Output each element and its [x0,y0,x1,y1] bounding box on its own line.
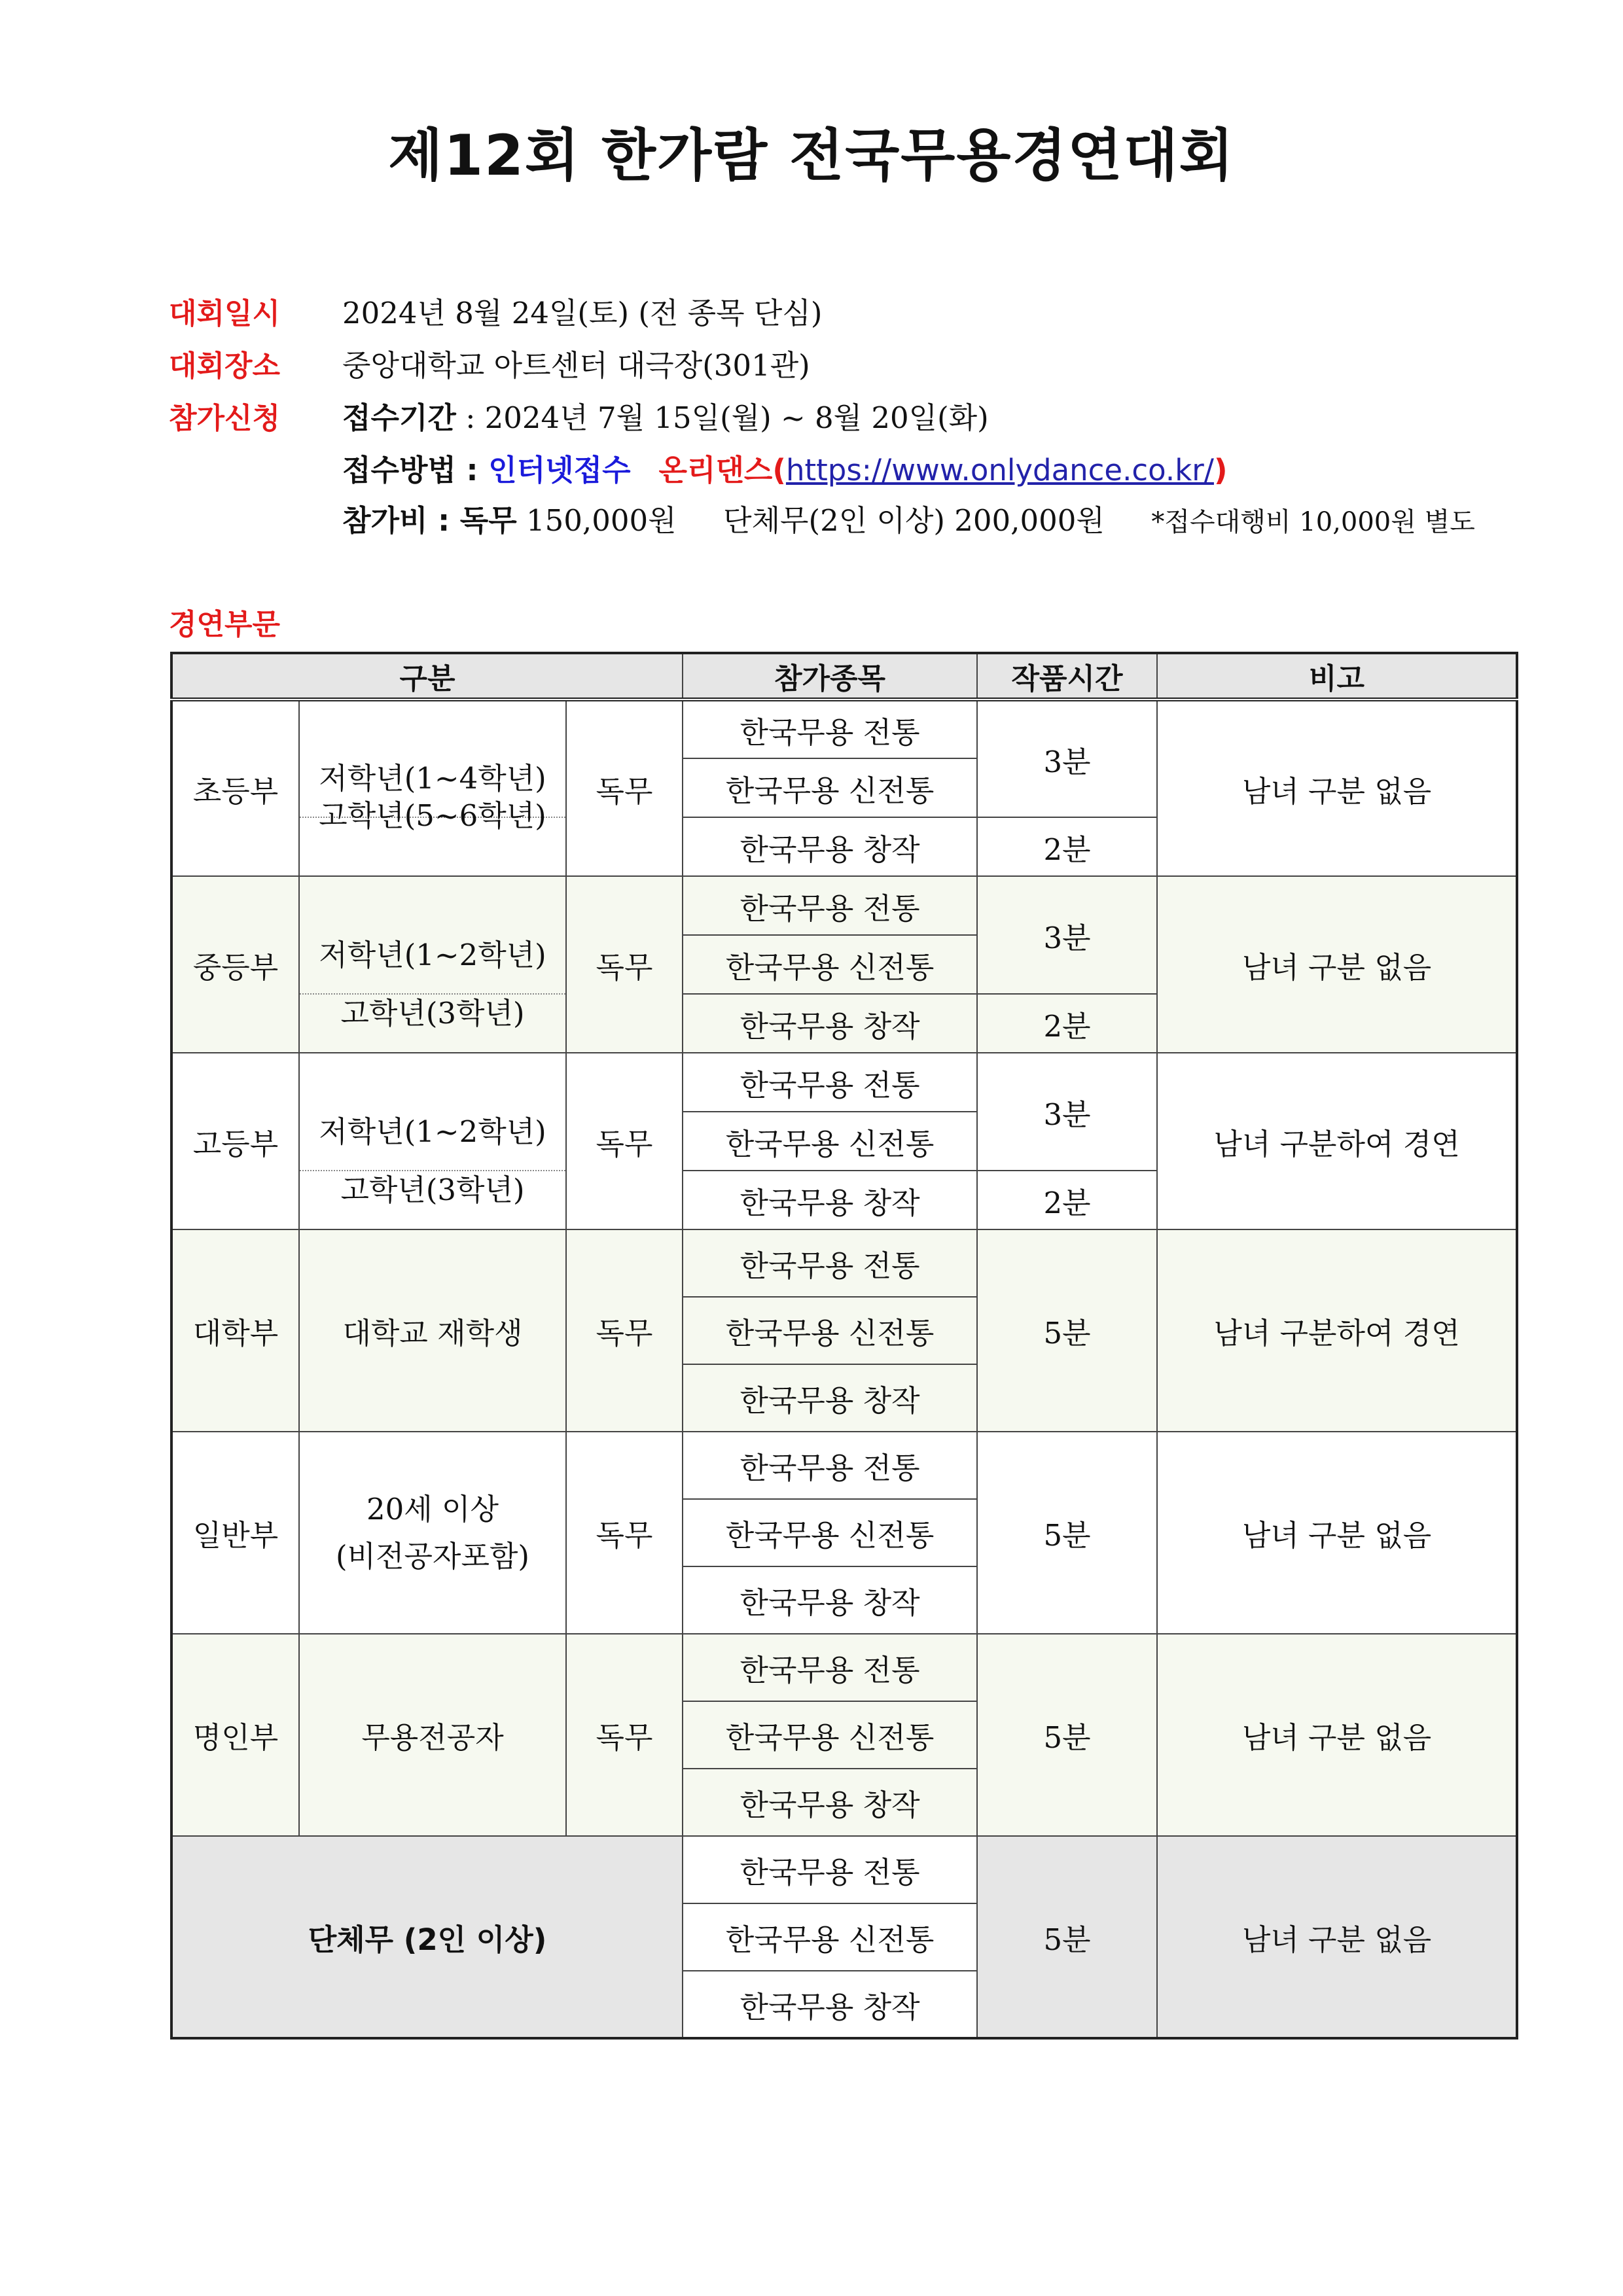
event-item: 한국무용 전통 [683,1634,977,1701]
table-row [171,1432,1517,1499]
sub-division [299,1432,566,1634]
note-value: 남녀 구분 없음 [1157,1836,1517,2038]
table-row [171,1229,1517,1297]
method-label: 접수방법 : [342,453,489,487]
dance-type: 독무 [566,699,683,876]
event-item: 한국무용 신전통 [683,1112,977,1171]
event-item: 한국무용 창작 [683,1769,977,1836]
time-value: 5분 [977,1432,1157,1634]
time-value: 3분 [977,1053,1157,1171]
venue-label: 대회장소 [169,349,281,383]
sub-division [299,798,566,876]
method-site: 온리댄스( [658,453,786,487]
table-row [171,1634,1517,1701]
fee-group: 단체무(2인 이상) 200,000원 [723,503,1105,538]
fee-note: *접수대행비 10,000원 별도 [1151,507,1475,537]
note-value: 남녀 구분하여 경연 [1157,1229,1517,1432]
time-value: 2분 [977,994,1157,1053]
dance-type: 독무 [566,1634,683,1836]
event-item: 한국무용 창작 [683,994,977,1053]
info-venue [169,348,810,383]
event-item: 한국무용 전통 [683,1836,977,1903]
fee-solo-label: 독무 [459,503,517,538]
method-close: ) [1213,453,1228,487]
method-value: 인터넷접수 [488,453,631,487]
sub-division-text: 고학년(3학년) [340,1172,525,1207]
event-item: 한국무용 신전통 [683,935,977,994]
event-item: 한국무용 전통 [683,1229,977,1297]
note-value: 남녀 구분하여 경연 [1157,1053,1517,1229]
info-period [169,400,989,435]
event-item: 한국무용 전통 [683,1053,977,1112]
sub-division: 저학년(1~2학년) [299,876,566,994]
section-title: 경연부문 [169,608,281,641]
site-link[interactable]: https://www.onlydance.co.kr/ [785,453,1214,487]
group-name: 초등부 [171,699,299,876]
time-value: 3분 [977,699,1157,817]
time-value: 2분 [977,1171,1157,1229]
group-name: 일반부 [171,1432,299,1634]
event-item: 한국무용 신전통 [683,1297,977,1364]
table-row [171,876,1517,935]
dance-type: 독무 [566,1053,683,1229]
header-event: 참가종목 [683,653,977,699]
event-item: 한국무용 창작 [683,1171,977,1229]
venue-value: 중앙대학교 아트센터 대극장(301관) [342,348,810,383]
sub-division-text: 고학년(3학년) [340,995,525,1031]
fee-solo-value: 150,000원 [516,503,677,538]
date-value: 2024년 8월 24일(토) (전 종목 단심) [342,296,823,330]
event-item: 한국무용 신전통 [683,758,977,817]
dance-type: 독무 [566,1432,683,1634]
info-method [342,455,1228,485]
event-item: 한국무용 신전통 [683,1701,977,1769]
group-name: 중등부 [171,876,299,1053]
fee-label: 참가비 : [342,503,460,538]
header-time: 작품시간 [977,653,1157,699]
time-value: 2분 [977,817,1157,876]
page-title: 제12회 한가람 전국무용경연대회 [388,123,1235,188]
header-note: 비고 [1157,653,1517,699]
dance-type: 독무 [566,1229,683,1432]
event-item: 한국무용 창작 [683,817,977,876]
info-fee [342,503,1475,538]
event-item: 한국무용 신전통 [683,1499,977,1566]
header-category: 구분 [171,653,683,699]
note-value: 남녀 구분 없음 [1157,1432,1517,1634]
event-item: 한국무용 창작 [683,1971,977,2038]
note-value: 남녀 구분 없음 [1157,1634,1517,1836]
sub-division-text: 고학년(5~6학년) [319,798,546,833]
time-value: 3분 [977,876,1157,994]
time-value: 5분 [977,1634,1157,1836]
competition-table [170,652,1518,2040]
group-name: 고등부 [171,1053,299,1229]
event-item: 한국무용 신전통 [683,1903,977,1971]
sub-division [299,994,566,1053]
table-row [171,699,1517,758]
sub-division-line: 20세 이상 [366,1491,499,1527]
sub-division: 대학교 재학생 [299,1229,566,1432]
event-item: 한국무용 창작 [683,1566,977,1634]
table-row [171,1836,1517,1903]
date-label: 대회일시 [169,297,281,330]
sub-division-line: (비전공자포함) [336,1538,529,1574]
time-value: 5분 [977,1229,1157,1432]
group-name: 대학부 [171,1229,299,1432]
event-item: 한국무용 전통 [683,699,977,758]
group-name: 명인부 [171,1634,299,1836]
sub-division: 무용전공자 [299,1634,566,1836]
note-value: 남녀 구분 없음 [1157,699,1517,876]
table-row [171,1053,1517,1112]
note-value: 남녀 구분 없음 [1157,876,1517,1053]
period-label: 접수기간 [342,400,456,435]
table-header [171,653,1517,699]
period-value: : 2024년 7월 15일(월) ~ 8월 20일(화) [455,400,989,435]
apply-label: 참가신청 [169,402,281,435]
event-item: 한국무용 전통 [683,876,977,935]
sub-division: 저학년(1~2학년) [299,1053,566,1171]
info-date [169,298,822,328]
group-dance-name: 단체무 (2인 이상) [171,1836,683,2038]
event-item: 한국무용 창작 [683,1364,977,1432]
dance-type: 독무 [566,876,683,1053]
sub-division: 저학년(1~4학년) [299,699,566,817]
event-item: 한국무용 전통 [683,1432,977,1499]
time-value: 5분 [977,1836,1157,2038]
sub-division [299,1171,566,1229]
